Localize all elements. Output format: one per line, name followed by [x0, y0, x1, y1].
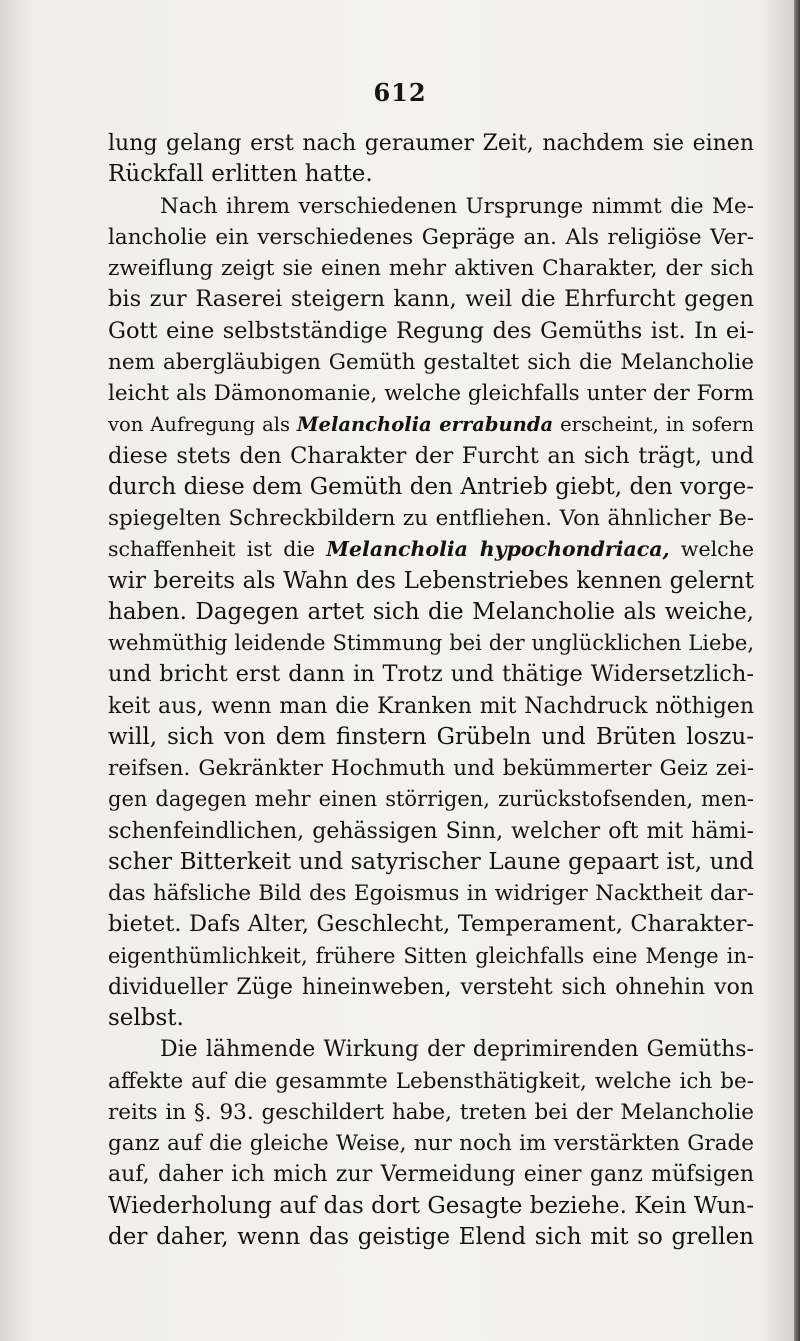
text-line: selbst. [108, 1005, 184, 1031]
text-line: gen dagegen mehr einen störrigen, zurückstofsenden, men- [108, 787, 754, 812]
text-line: Die lähmende Wirkung der deprimirenden Gemüths- [160, 1037, 754, 1063]
text-line: dividueller Züge hineinweben, versteht sich ohnehin von [108, 974, 754, 1000]
body-text [108, 128, 754, 1253]
text-line: schenfeindlichen, gehässigen Sinn, welcher oft mit hämi- [108, 818, 754, 844]
text-line: das häfsliche Bild des Egoismus in widriger Nacktheit dar- [108, 881, 754, 906]
text-line: ganz auf die gleiche Weise, nur noch im verstärkten Grade [108, 1131, 754, 1156]
text-line: reits in §. 93. geschildert habe, treten bei der Melancholie [108, 1099, 754, 1125]
text-line: Wiederholung auf das dort Gesagte beziehe. Kein Wun- [108, 1192, 754, 1219]
text-line [108, 409, 754, 440]
text-line: keit aus, wenn man die Kranken mit Nachdruck nöthigen [108, 693, 754, 719]
text-line: wir bereits als Wahn des Lebenstriebes kennen gelernt [108, 567, 754, 594]
text-line: bis zur Raserei steigern kann, weil die Ehrfurcht gegen [108, 286, 754, 313]
text-segment: schaffenheit ist die [108, 537, 327, 562]
text-line: wehmüthig leidende Stimmung bei der unglücklichen Liebe, [108, 631, 754, 655]
text-line: und bricht erst dann in Trotz und thätige Widersetzlich- [108, 661, 754, 688]
text-line: nem abergläubigen Gemüth gestaltet sich die Melancholie [108, 349, 754, 375]
text-line: eigenthümlichkeit, frühere Sitten gleichfalls eine Menge in- [108, 943, 754, 968]
text-line: scher Bitterkeit und satyrischer Laune gepaart ist, und [108, 848, 754, 875]
latin-term: Melancholia hypochondriaca, [326, 537, 670, 562]
text-line: durch diese dem Gemüth den Antrieb giebt, den vorge- [108, 473, 754, 500]
text-segment: erscheint, in sofern [553, 413, 754, 437]
text-segment: welche [669, 537, 754, 562]
text-line: spiegelten Schreckbildern zu entfliehen. Von ähnlicher Be- [108, 506, 754, 531]
text-line [108, 534, 754, 565]
page-number: 612 [373, 78, 427, 107]
page-edge-shadow [794, 0, 800, 1341]
text-line: Gott eine selbstständige Regung des Gemüths ist. In ei- [108, 317, 754, 344]
text-line: leicht als Dämonomanie, welche gleichfalls unter der Form [108, 381, 754, 406]
text-line: Nach ihrem verschiedenen Ursprunge nimmt die Me- [160, 193, 754, 219]
text-line: der daher, wenn das geistige Elend sich mit so grellen [108, 1223, 754, 1250]
text-line: reifsen. Gekränkter Hochmuth und bekümmerter Geiz zei- [108, 756, 754, 781]
text-line: auf, daher ich mich zur Vermeidung einer ganz müfsigen [108, 1162, 754, 1188]
text-line: zweiflung zeigt sie einen mehr aktiven Charakter, der sich [108, 256, 754, 281]
text-line: lancholie ein verschiedenes Gepräge an. Als religiöse Ver- [108, 224, 754, 250]
text-line: will, sich von dem finstern Grübeln und Brüten loszu- [108, 723, 754, 750]
latin-term: Melancholia errabunda [296, 413, 554, 437]
text-line: haben. Dagegen artet sich die Melancholie als weiche, [108, 598, 754, 625]
text-line: Rückfall erlitten hatte. [108, 161, 373, 188]
text-line: affekte auf die gesammte Lebensthätigkeit, welche ich be- [108, 1068, 754, 1094]
text-line: diese stets den Charakter der Furcht an sich trägt, und [108, 442, 754, 469]
text-segment: von Aufregung als [108, 413, 297, 437]
text-line: lung gelang erst nach geraumer Zeit, nachdem sie einen [108, 131, 754, 156]
text-line: bietet. Dafs Alter, Geschlecht, Temperament, Charakter- [108, 911, 754, 938]
